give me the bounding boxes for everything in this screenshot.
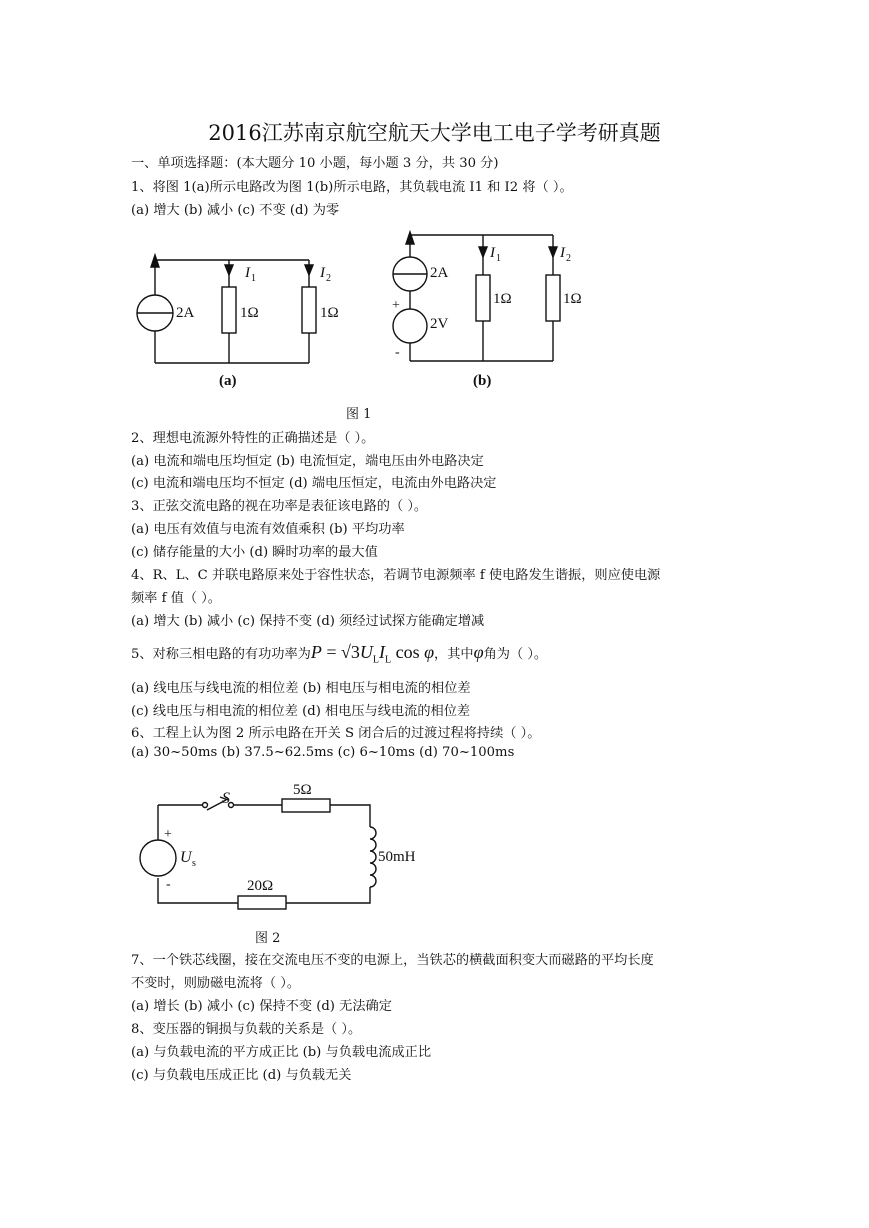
phi-symbol: φ (473, 642, 484, 662)
resistor-icon (546, 275, 560, 321)
question-4-stem-1: 4、R、L、C 并联电路原来处于容性状态，若调节电源频率 f 使电路发生谐振，则应使电源 (131, 568, 661, 583)
fig1b-plus: + (392, 298, 400, 313)
fig2-source-label: U (180, 849, 192, 866)
question-6-stem: 6、工程上认为图 2 所示电路在开关 S 闭合后的过渡过程将持续（ ）。 (131, 726, 541, 741)
fig1b-r1-label: 1Ω (493, 291, 512, 307)
fig1b-i2-sub: 2 (566, 253, 571, 264)
fig2-r-bottom-label: 20Ω (247, 878, 274, 894)
question-2-options-2: (c) 电流和端电压均不恒定 (d) 端电压恒定，电流由外电路决定 (131, 476, 497, 491)
fig1a-label: (a) (219, 373, 237, 389)
fig1b-r2-label: 1Ω (563, 291, 582, 307)
fig1b-isource-label: 2A (430, 265, 449, 281)
question-7-options: (a) 增长 (b) 减小 (c) 保持不变 (d) 无法确定 (131, 999, 392, 1014)
resistor-icon (282, 799, 330, 812)
page-title: 2016江苏南京航空航天大学电工电子学考研真题 (208, 121, 661, 145)
fig1b-i1-label: I (490, 245, 495, 261)
figure-2 (0, 775, 869, 925)
fig1b-i1-sub: 1 (496, 253, 501, 264)
question-8-options-1: (a) 与负载电流的平方成正比 (b) 与负载电流成正比 (131, 1045, 432, 1060)
question-2-options-1: (a) 电流和端电压均恒定 (b) 电流恒定，端电压由外电路决定 (131, 454, 484, 469)
question-5-stem-mid: ，其中 (434, 647, 474, 662)
question-3-stem: 3、正弦交流电路的视在功率是表征该电路的（ ）。 (131, 499, 428, 514)
fig2-inductor-label: 50mH (378, 849, 416, 865)
fig1a-i1-label: I (245, 265, 250, 281)
question-5-stem-post: 角为（ ）。 (483, 647, 548, 662)
fig2-minus: - (166, 877, 171, 892)
voltage-source-icon (393, 309, 427, 343)
question-5-stem-pre: 5、对称三相电路的有功功率为 (131, 647, 311, 662)
fig2-plus: + (164, 827, 172, 842)
figure-1 (0, 225, 869, 425)
fig1a-r2-label: 1Ω (320, 305, 339, 321)
fig1b-label: (b) (473, 373, 492, 389)
question-4-options: (a) 增大 (b) 减小 (c) 保持不变 (d) 须经过试探方能确定增减 (131, 614, 485, 629)
question-6-options: (a) 30~50ms (b) 37.5~62.5ms (c) 6~10ms (d) 70~100ms (131, 745, 515, 760)
question-8-stem: 8、变压器的铜损与负载的关系是（ ）。 (131, 1022, 362, 1037)
fig2-source-sub: s (192, 858, 196, 869)
section-heading: 一、单项选择题：(本大题分 10 小题，每小题 3 分，共 30 分) (131, 156, 499, 171)
question-1-options: (a) 增大 (b) 减小 (c) 不变 (d) 为零 (131, 203, 340, 218)
question-7-stem-2: 不变时，则励磁电流将（ ）。 (131, 976, 301, 991)
figure-2-caption: 图 2 (255, 931, 281, 946)
inductor-icon (370, 827, 376, 887)
power-formula: $P = √3U_LI_L$ cos φ (310, 642, 435, 666)
question-2-stem: 2、理想电流源外特性的正确描述是（ ）。 (131, 431, 375, 446)
fig1a-i1-sub: 1 (251, 273, 256, 284)
figure-1b-circuit (392, 232, 582, 389)
switch-contact-icon (203, 803, 208, 808)
resistor-icon (302, 287, 316, 333)
question-5-options-1: (a) 线电压与线电流的相位差 (b) 相电压与相电流的相位差 (131, 681, 471, 696)
figure-1-caption: 图 1 (346, 407, 372, 422)
question-4-stem-2: 频率 f 值（ ）。 (131, 591, 221, 606)
resistor-icon (222, 287, 236, 333)
question-5-stem (131, 642, 547, 666)
question-8-options-2: (c) 与负载电压成正比 (d) 与负载无关 (131, 1068, 352, 1083)
figure-1a-circuit (137, 255, 339, 389)
question-3-options-1: (a) 电压有效值与电流有效值乘积 (b) 平均功率 (131, 522, 405, 537)
question-1-stem: 1、将图 1(a)所示电路改为图 1(b)所示电路，其负载电流 I1 和 I2 将（ ）。 (131, 180, 573, 195)
fig2-switch-label: S (222, 790, 230, 807)
fig1b-minus: - (395, 345, 400, 360)
fig1a-i2-label: I (320, 265, 325, 281)
question-7-stem-1: 7、一个铁芯线圈，接在交流电压不变的电源上，当铁芯的横截面积变大而磁路的平均长度 (131, 953, 654, 968)
fig1a-r1-label: 1Ω (240, 305, 259, 321)
fig1b-i2-label: I (560, 245, 565, 261)
question-5-options-2: (c) 线电压与相电流的相位差 (d) 相电压与线电流的相位差 (131, 704, 471, 719)
fig1a-i2-sub: 2 (326, 273, 331, 284)
fig1a-source-label: 2A (176, 305, 195, 321)
fig2-r-top-label: 5Ω (293, 782, 312, 798)
question-3-options-2: (c) 储存能量的大小 (d) 瞬时功率的最大值 (131, 545, 378, 560)
voltage-source-icon (140, 840, 176, 876)
fig1b-vsource-label: 2V (430, 316, 449, 332)
resistor-icon (238, 896, 286, 909)
resistor-icon (476, 275, 490, 321)
